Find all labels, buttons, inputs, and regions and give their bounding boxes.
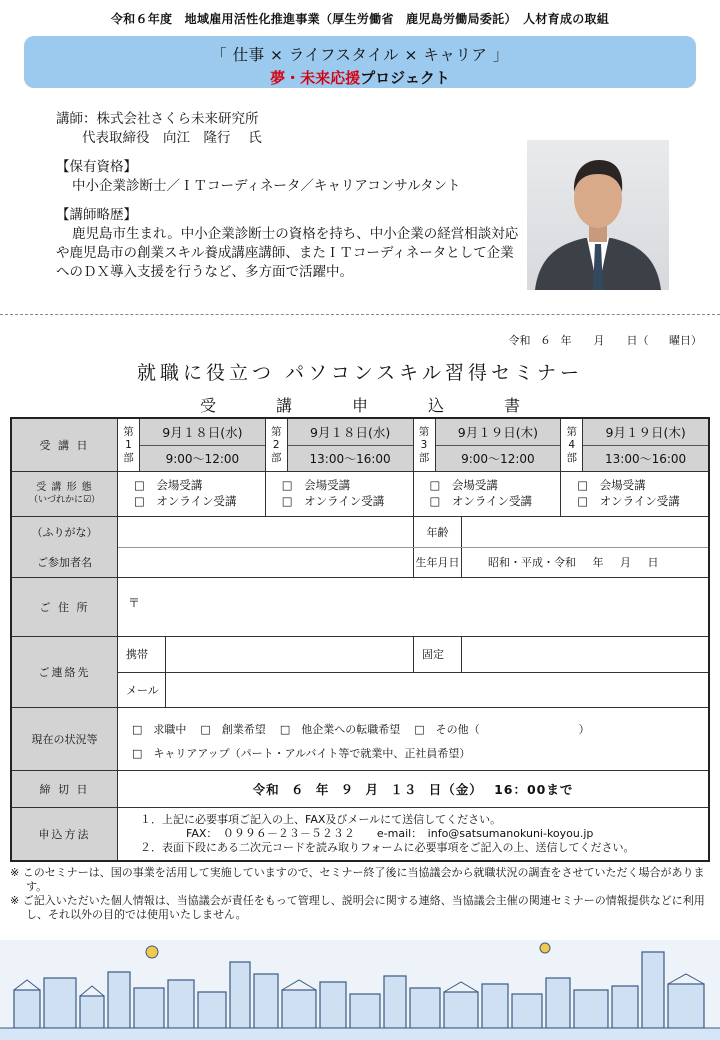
notes [10,866,710,922]
row-method [12,808,708,860]
row-contact [12,637,708,708]
row-attend-day [12,419,708,472]
session-date: 9月１９日(木) [583,419,708,446]
venue-checkbox[interactable]: □ 会場受講 [429,478,498,492]
mail-input[interactable] [166,673,708,708]
session-1 [118,419,266,471]
session-time: 13:00～16:00 [605,451,687,466]
label-address: ご 住 所 [12,578,118,636]
name-input[interactable] [118,548,414,578]
birth-input[interactable]: 昭和・平成・令和 年 月 日 [488,556,659,570]
venue-checkbox[interactable]: □ 会場受講 [281,478,351,492]
postal-mark: 〒 [128,596,141,610]
session-2 [266,419,414,471]
landline-label: 固定 [414,637,462,672]
method-step-1: １．上記に必要事項ご記入の上、FAX及びメールにて送信してください。 [140,813,502,826]
mobile-label: 携帯 [118,637,166,672]
label-format: 受 講 形 態 （いづれかに☑） [12,472,118,516]
session-number: 第 3 部 [414,419,436,471]
method-fax-email: FAX： ０９９６－２３－５２３２ e-mail： info@satsumanokuni-koyou.jp [186,827,594,840]
venue-checkbox[interactable]: □ 会場受講 [134,478,203,492]
row-address [12,578,708,637]
format-options [118,472,708,516]
method-text [118,808,708,860]
online-checkbox[interactable]: □ オンライン受講 [429,494,533,508]
instructor-info [56,110,526,282]
age-label: 年齢 [414,517,462,547]
birth-label: 生年月日 [414,548,462,578]
label-method: 申込方法 [12,808,118,860]
label-attend-day: 受 講 日 [12,419,118,471]
row-deadline [12,771,708,808]
label-deadline: 締 切 日 [12,771,118,807]
note-1: ※ このセミナーは、国の事業を活用して実施していますので、セミナー終了後に当協議会から就職状況の調査をさせていただく場合があります。 [10,866,705,893]
contact-fields [118,637,708,707]
status-career-up[interactable]: □ キャリアアップ（パート・アルバイト等で就業中、正社員希望） [132,747,471,760]
mail-label: メール [118,673,166,708]
online-checkbox[interactable]: □ オンライン受講 [281,494,385,508]
cut-line [0,314,720,315]
bio-heading: 【講師略歴】 [56,207,137,223]
label-contact: ご連絡先 [12,637,118,707]
format-session-1[interactable] [118,472,266,516]
session-4 [561,419,708,471]
furigana-input[interactable] [118,517,414,547]
online-checkbox[interactable]: □ オンライン受講 [134,494,237,508]
form-title: 受講申込書 [199,396,580,415]
label-status: 現在の状況等 [12,708,118,770]
status-options [118,708,708,770]
city-illustration [0,930,720,1040]
session-3 [414,419,562,471]
landline-input[interactable] [462,637,708,672]
note-2: ※ ご記入いただいた個人情報は、当協議会が責任をもって管理し、説明会に関する連絡、当協議会主催の関連セミナーの情報提供などに利用し、それ以外の目的では使用いたしません。 [10,894,705,921]
method-step-2: ２．表面下段にある二次元コードを読み取りフォームに必要事項をご記入の上、送信してください。 [140,841,635,854]
format-session-3[interactable] [414,472,562,516]
lecturer-title-name: 代表取締役 向江 隆行 氏 [82,130,262,146]
age-input[interactable] [462,517,708,547]
sessions [118,419,708,471]
session-number: 第 1 部 [118,419,140,471]
session-time: 9:00～12:00 [461,451,535,466]
online-checkbox[interactable]: □ オンライン受講 [577,494,680,508]
status-job-seeking[interactable]: □ 求職中 [132,723,187,736]
session-number: 第 2 部 [266,419,288,471]
banner-red-text: 夢・未来応援 [270,69,361,87]
mobile-input[interactable] [166,637,414,672]
address-input[interactable] [118,578,708,636]
label-name: （ふりがな） ご参加者名 [12,517,118,577]
session-number: 第 4 部 [561,419,583,471]
name-fields [118,517,708,577]
status-startup[interactable]: □ 創業希望 [200,723,266,736]
format-session-4[interactable] [561,472,708,516]
session-date: 9月１８日(水) [288,419,413,446]
banner-line1: 「 仕事 × ライフスタイル × キャリア 」 [211,46,509,64]
seminar-title: 就職に役立つ パソコンスキル習得セミナー [137,362,583,384]
banner-line2 [24,65,696,88]
session-date: 9月１９日(木) [436,419,561,446]
status-other[interactable]: □ その他（ ） [414,723,590,736]
venue-checkbox[interactable]: □ 会場受講 [577,478,646,492]
row-name [12,517,708,578]
bio-body: 鹿児島市生まれ。中小企業診断士の資格を持ち、中小企業の経営相談対応や鹿児島市の創業スキル養成講座講師、またＩＴコーディネータとして企業へのＤＸ導入支援を行うなど、多方面で活躍中。 [56,226,519,280]
project-banner [24,36,696,88]
qualification-heading: 【保有資格】 [56,159,137,175]
format-session-2[interactable] [266,472,414,516]
row-status [12,708,708,771]
application-date: 令和 ６ 年 月 日（ 曜日） [508,334,702,347]
instructor-photo [527,140,669,290]
lecturer-line: 講師：株式会社さくら未来研究所 [56,111,259,127]
session-time: 13:00～16:00 [309,451,391,466]
banner-rest-text: プロジェクト [360,69,450,87]
qualification-body: 中小企業診断士／ＩＴコーディネータ／キャリアコンサルタント [72,178,461,194]
deadline-value: 令和 ６ 年 ９ 月 １３ 日（金） 16：00まで [252,782,574,797]
session-time: 9:00～12:00 [165,451,240,466]
program-line: 令和６年度 地域雇用活性化推進事業（厚生労働省 鹿児島労働局委託） 人材育成の取組 [110,12,610,26]
session-date: 9月１８日(水) [140,419,265,446]
row-format [12,472,708,517]
application-form [10,417,710,862]
status-job-change[interactable]: □ 他企業への転職希望 [279,723,401,736]
